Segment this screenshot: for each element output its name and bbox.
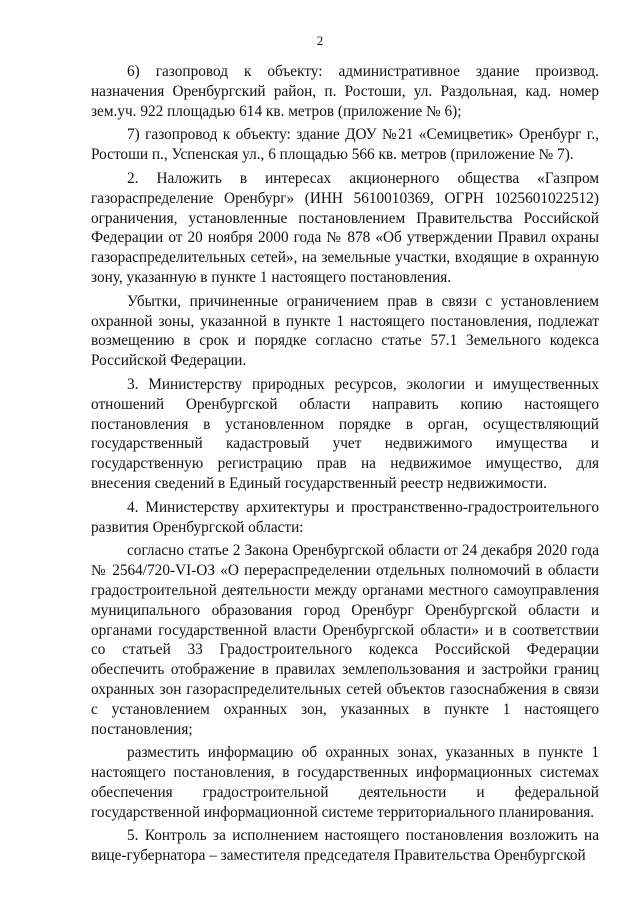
paragraph-clause-4-publish: разместить информацию об охранных зонах, указанных в пункте 1 настоящего постановления, в государственных информационных системах обеспечения градостроительной деятельности и федеральной государственной информационной системе территориального планирования.	[91, 744, 599, 821]
paragraph-clause-3: 3. Министерству природных ресурсов, экологии и имущественных отношений Оренбургской области направить копию настоящего постановления в установленном порядке в орган, осуществляющий государственный кадастровый учет недвижимого имущества и государственную регистрацию прав на недвижимое имущество, для внесения сведений в Единый государственный реестр недвижимости.	[91, 375, 599, 492]
paragraph-clause-4: 4. Министерству архитектуры и пространственно-градостроительного развития Оренбургской области:	[91, 498, 599, 536]
document-body	[91, 62, 599, 870]
paragraph-clause-5: 5. Контроль за исполнением настоящего постановления возложить на вице-губернатора – заместителя председателя Правительства Оренбургской	[91, 827, 599, 865]
paragraph-item-7: 7) газопровод к объекту: здание ДОУ №21 «Семицветик» Оренбург г., Ростоши п., Успенская ул., 6 площадью 566 кв. метров (приложение № 7).	[91, 126, 599, 164]
paragraph-clause-2: 2. Наложить в интересах акционерного общества «Газпром газораспределение Оренбург» (ИНН 5610010369, ОГРН 1025601022512) ограничения, установленные постановлением Правительства Российской Федерации от 20 ноября 2000 года № 878 «Об утверждении Правил охраны газораспределительных сетей», на земельные участки, входящие в охранную зону, указанную в пункте 1 настоящего постановления.	[91, 169, 599, 286]
paragraph-clause-4-law: согласно статье 2 Закона Оренбургской области от 24 декабря 2020 года № 2564/720-VI-ОЗ «О перераспределении отдельных полномочий в области градостроительной деятельности между органами местного самоуправления муниципального образования город Оренбург Оренбургской области и органами государственной власти Оренбургской области» и в соответствии со статьей 33 Градостроительного кодекса Российской Федерации обеспечить отображение в правилах землепользования и застройки границ охранных зон газораспределительных сетей объектов газоснабжения в связи с установлением охранных зон, указанных в пункте 1 настоящего постановления;	[91, 542, 599, 738]
page-number: 2	[316, 33, 324, 48]
paragraph-losses: Убытки, причиненные ограничением прав в связи с установлением охранной зоны, указанной в пункте 1 настоящего постановления, подлежат возмещению в срок и порядке согласно статье 57.1 Земельного кодекса Российской Федерации.	[91, 292, 599, 370]
paragraph-item-6: 6) газопровод к объекту: административное здание производ. назначения Оренбургский район, п. Ростоши, ул. Раздольная, кад. номер зем.уч. 922 площадью 614 кв. метров (приложение № 6);	[91, 63, 599, 120]
